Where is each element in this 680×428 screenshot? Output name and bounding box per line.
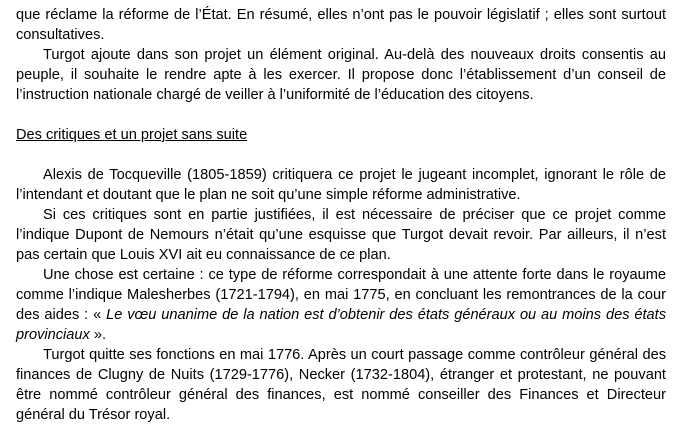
paragraph-turgot-element: Turgot ajoute dans son projet un élément original. Au-delà des nouveaux droits consentis au peuple, il souhaite le rendre apte à les exercer. Il propose donc l’établissement d’un conseil de l’instruction nationale chargé de veiller à l’uniformité de l’éducation des citoyens. [16, 47, 666, 103]
section-heading: Des critiques et un projet sans suite [16, 127, 248, 143]
malesherbes-quote: Le vœu unanime de la nation est d’obtenir des états généraux ou au moins des états provinciaux [16, 307, 666, 343]
paragraph-critiques: Si ces critiques sont en partie justifiées, il est nécessaire de préciser que ce projet comme l’indique Dupont de Nemours n’était qu’une esquisse que Turgot devait revoir. Par ailleurs, il n’est pas certain que Louis XVI ait eu connaissance de ce plan. [16, 207, 666, 263]
paragraph-intro: que réclame la réforme de l’État. En résumé, elles n’ont pas le pouvoir législatif ; elles sont surtout consultatives. [16, 7, 666, 43]
document-page [16, 5, 666, 425]
paragraph-tocqueville: Alexis de Tocqueville (1805-1859) critiquera ce projet le jugeant incomplet, ignorant le rôle de l’intendant et doutant que le plan ne soit qu’une simple réforme administrative. [16, 167, 666, 203]
spacer [16, 145, 666, 165]
malesherbes-text: Une chose est certaine : ce type de réforme correspondait à une attente forte dans le royaume comme l’indique Malesherbes (1721-1794), en mai 1775, en concluant les remontrances de la cour des aides : « [16, 267, 666, 323]
malesherbes-close: ». [89, 327, 107, 343]
spacer [16, 105, 666, 125]
paragraph-turgot-quitte: Turgot quitte ses fonctions en mai 1776. Après un court passage comme contrôleur général des finances de Clugny de Nuits (1729-1776), Necker (1732-1804), étranger et protestant, ne pouvant être nommé contrôleur général des finances, est nommé conseiller des Finances et Directeur général du Trésor royal. [16, 347, 666, 423]
paragraph-malesherbes [16, 265, 666, 345]
